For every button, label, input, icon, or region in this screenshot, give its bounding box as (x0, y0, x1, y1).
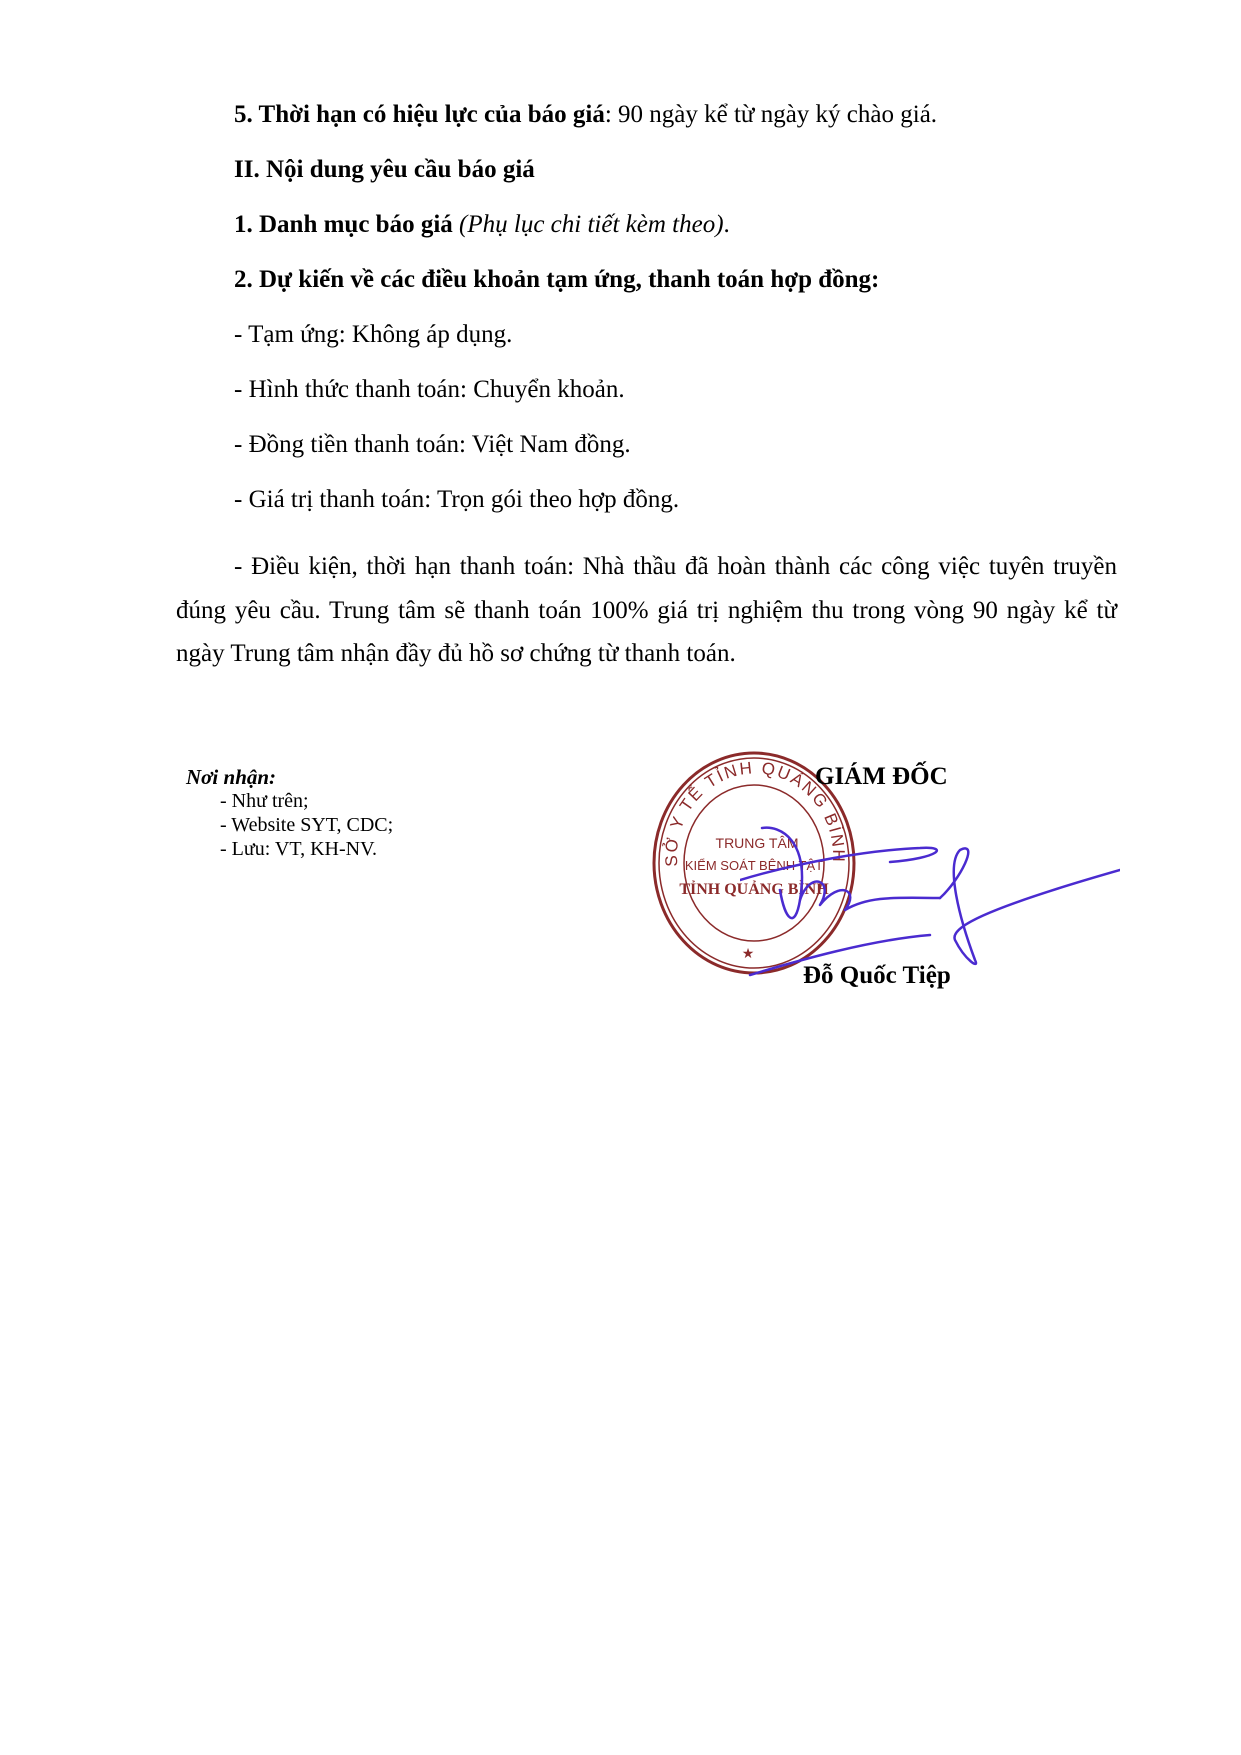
item-1-note: (Phụ lục chi tiết kèm theo) (459, 211, 724, 238)
recipient-item: - Website SYT, CDC; (220, 814, 394, 836)
handwritten-signature (740, 810, 1120, 980)
svg-text:★: ★ (741, 947, 755, 962)
item-1-label: 1. Danh mục báo giá (234, 211, 453, 238)
payment-term-currency: - Đồng tiền thanh toán: Việt Nam đồng. (234, 431, 631, 458)
item-2-title: 2. Dự kiến về các điều khoản tạm ứng, thanh toán hợp đồng: (234, 266, 880, 293)
svg-text:TỈNH QUẢNG BÌNH: TỈNH QUẢNG BÌNH (679, 881, 829, 898)
svg-text:KIỂM SOÁT BỆNH TẬT: KIỂM SOÁT BỆNH TẬT (684, 858, 824, 873)
svg-text:SỞ Y TẾ TỈNH QUẢNG BÌNH: SỞ Y TẾ TỈNH QUẢNG BÌNH (661, 758, 849, 868)
section-5-line (234, 100, 937, 130)
section-5-label: 5. Thời hạn có hiệu lực của báo giá (234, 101, 605, 128)
svg-text:TRUNG TÂM: TRUNG TÂM (715, 835, 799, 851)
recipients-heading: Nơi nhận: (186, 765, 277, 789)
payment-conditions-paragraph: - Điều kiện, thời hạn thanh toán: Nhà thầu đã hoàn thành các công việc tuyên truyền đúng yêu cầu. Trung tâm sẽ thanh toán 100% giá trị nghiệm thu trong vòng 90 ngày kể từ ngày Trung tâm nhận đầy đủ hồ sơ chứng từ thanh toán. (176, 553, 1117, 667)
item-1-line (234, 210, 730, 240)
signer-title: GIÁM ĐỐC (815, 763, 948, 790)
payment-term-value: - Giá trị thanh toán: Trọn gói theo hợp đồng. (234, 486, 680, 513)
section-5-value: : 90 ngày kể từ ngày ký chào giá. (604, 101, 938, 128)
item-1-end: . (723, 211, 730, 238)
payment-term-method: - Hình thức thanh toán: Chuyển khoản. (234, 376, 625, 403)
section-ii-title: II. Nội dung yêu cầu báo giá (234, 156, 535, 183)
recipient-item: - Lưu: VT, KH-NV. (220, 838, 377, 860)
signer-name: Đỗ Quốc Tiệp (803, 962, 951, 989)
recipient-item: - Như trên; (220, 790, 309, 812)
recipients-block (186, 765, 393, 861)
payment-term-advance: - Tạm ứng: Không áp dụng. (234, 321, 513, 348)
